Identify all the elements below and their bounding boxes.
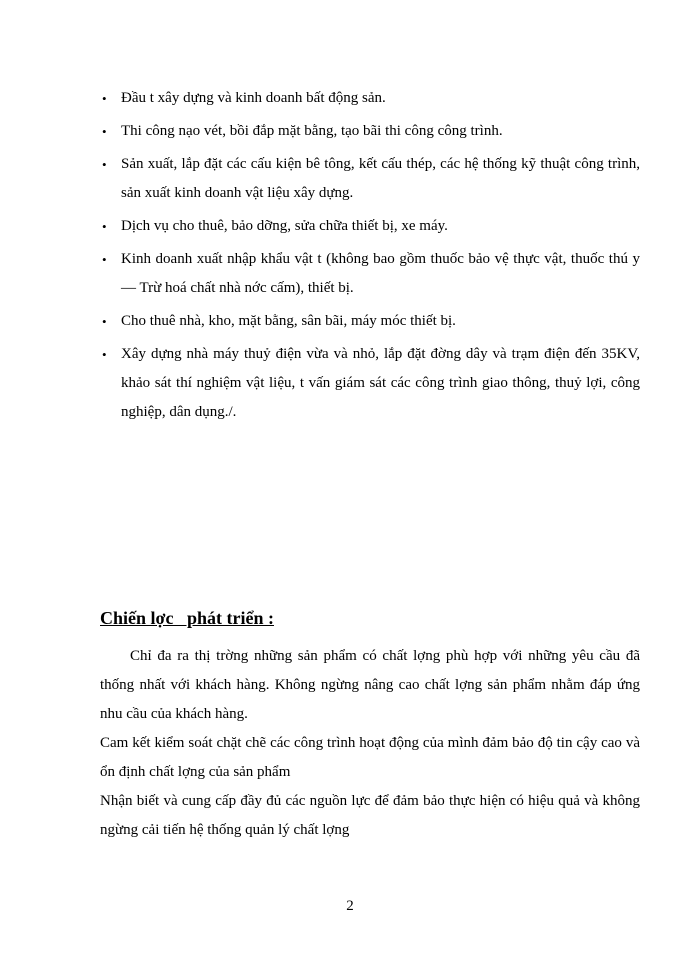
list-item-text: Xây dựng nhà máy thuỷ điện vừa và nhỏ, lắp đặt đờng dây và trạm điện đến 35KV, khảo sát thí nghiệm vật liệu, t vấn giám sát các công trình giao thông, thuỷ lợi, công nghiệp, dân dụng./.	[121, 346, 640, 420]
bullet-icon: •	[102, 91, 107, 106]
list-item	[100, 150, 640, 208]
bullet-icon: •	[102, 252, 107, 267]
bullet-icon: •	[102, 157, 107, 172]
section-heading: Chiến lợc phát triển :	[100, 608, 274, 628]
page-number: 2	[346, 898, 354, 914]
list-item	[100, 340, 640, 427]
bullet-icon: •	[102, 347, 107, 362]
list-item	[100, 212, 640, 241]
bullet-icon: •	[102, 219, 107, 234]
list-item-text: Kinh doanh xuất nhập khẩu vật t (không bao gồm thuốc bảo vệ thực vật, thuốc thú y — Trừ hoá chất nhà nớc cấm), thiết bị.	[121, 251, 640, 296]
list-item-text: Đầu t xây dựng và kinh doanh bất động sản.	[121, 90, 386, 106]
list-item-text: Cho thuê nhà, kho, mặt bằng, sân bãi, máy móc thiết bị.	[121, 313, 456, 329]
list-item-text: Sản xuất, lắp đặt các cấu kiện bê tông, kết cấu thép, các hệ thống kỹ thuật công trình, sản xuất kinh doanh vật liệu xây dựng.	[121, 156, 640, 201]
bullet-icon: •	[102, 124, 107, 139]
list-item	[100, 117, 640, 146]
list-item-text: Thi công nạo vét, bồi đắp mặt bằng, tạo bãi thi công công trình.	[121, 123, 503, 139]
bullet-icon: •	[102, 314, 107, 329]
list-item	[100, 307, 640, 336]
list-item-text: Dịch vụ cho thuê, bảo dỡng, sửa chữa thiết bị, xe máy.	[121, 218, 448, 234]
paragraph: Cam kết kiểm soát chặt chẽ các công trình hoạt động của mình đảm bảo độ tin cậy cao và ổn định chất lợng của sản phẩm	[100, 735, 640, 780]
paragraph: Nhận biết và cung cấp đầy đủ các nguồn lực để đảm bảo thực hiện có hiệu quả và không ngừng cải tiến hệ thống quản lý chất lợng	[100, 793, 640, 838]
business-activities-list	[100, 84, 640, 431]
list-item	[100, 245, 640, 303]
paragraph: Chỉ đa ra thị trờng những sản phẩm có chất lợng phù hợp với những yêu cầu đã thống nhất với khách hàng. Không ngừng nâng cao chất lợng sản phẩm nhằm đáp ứng nhu cầu của khách hàng.	[100, 648, 640, 722]
strategy-body	[100, 642, 640, 845]
list-item	[100, 84, 640, 113]
